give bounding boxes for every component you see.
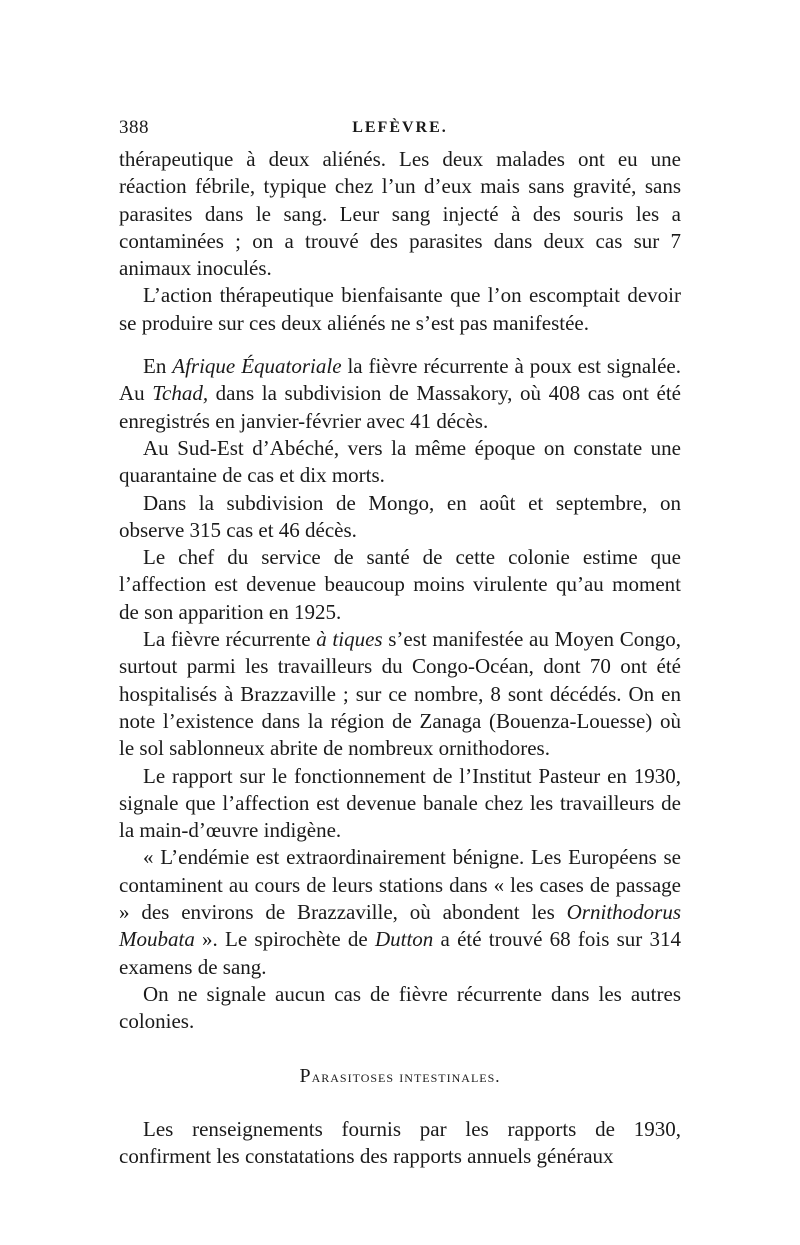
paragraph: On ne signale aucun cas de fièvre récurrente dans les autres colonies. [119,981,681,1034]
quote-paragraph [119,844,681,980]
page-header [119,113,681,143]
heading-initial: P [299,1064,312,1087]
text-run: En [143,354,173,379]
italic-name: Dutton [374,927,434,952]
paragraph: Le rapport sur le fonctionnement de l’Institut Pasteur en 1930, signale que l’affection est devenue banale chez les travailleurs de la main-d’œuvre indigène. [119,763,681,843]
italic-term: à tiques [316,627,383,652]
paragraph [119,626,681,762]
paragraph: Au Sud-Est d’Abéché, vers la même époque on constate une quarantaine de cas et dix morts. [119,435,681,488]
text-run: la fièvre récurrente à poux est signalée. Au [119,354,681,406]
paragraph: thérapeutique à deux aliénés. Les deux malades ont eu une réaction fébrile, typique chez l’un d’eux mais sans gravité, sans parasites dans le sang. Leur sang injecté à des souris les a contaminées ; on a trouvé des parasites dans deux cas sur 7 animaux inoculés. [119,147,681,281]
paragraph: Dans la subdivision de Mongo, en août et septembre, on observe 315 cas et 46 décès. [119,490,681,542]
italic-place-name: Tchad, [152,381,209,406]
paragraph: Le chef du service de santé de cette colonie estime que l’affection est devenue beaucoup moins virulente qu’au moment de son apparition en 1925. [119,545,681,624]
text-run: « L’endémie est extraordinairement bénigne. Les Européens se contaminent au cours de leurs stations dans « les cases de passage » des environs de Brazzaville, où abondent les [119,845,681,925]
body-text [119,146,681,1170]
page-number: 388 [119,117,149,138]
italic-species-name: Ornithodorus Moubata [119,900,681,952]
heading-rest: arasitoses intestinales. [311,1066,501,1086]
text-run: La fièvre récurrente [143,627,317,652]
text-run: ». Le spirochète de [194,927,375,952]
text-run: a été trouvé 68 fois sur 314 examens de sang. [119,927,681,979]
text-run: dans la subdivision de Massakory, où 408 cas ont été enregistrés en janvier-février avec 41 décès. [119,381,681,433]
paragraph [119,353,681,435]
paragraph: Les renseignements fournis par les rapports de 1930, confirment les constatations des rapports annuels généraux [119,1116,681,1169]
running-title: LEFÈVRE. [352,119,448,136]
section-heading [119,1063,681,1090]
paragraph: L’action thérapeutique bienfaisante que l’on escomptait devoir se produire sur ces deux aliénés ne s’est pas manifestée. [119,283,681,335]
italic-place-name: Afrique Équatoriale [172,354,342,379]
text-run: s’est manifestée au Moyen Congo, surtout parmi les travailleurs du Congo-Océan, dont 70 ont été hospitalisés à Brazzaville ; sur ce nombre, 8 sont décédés. On en note l’existence dans la région de Zanaga (Bouenza-Louesse) où le sol sablonneux abrite de nombreux ornithodores. [119,627,681,761]
